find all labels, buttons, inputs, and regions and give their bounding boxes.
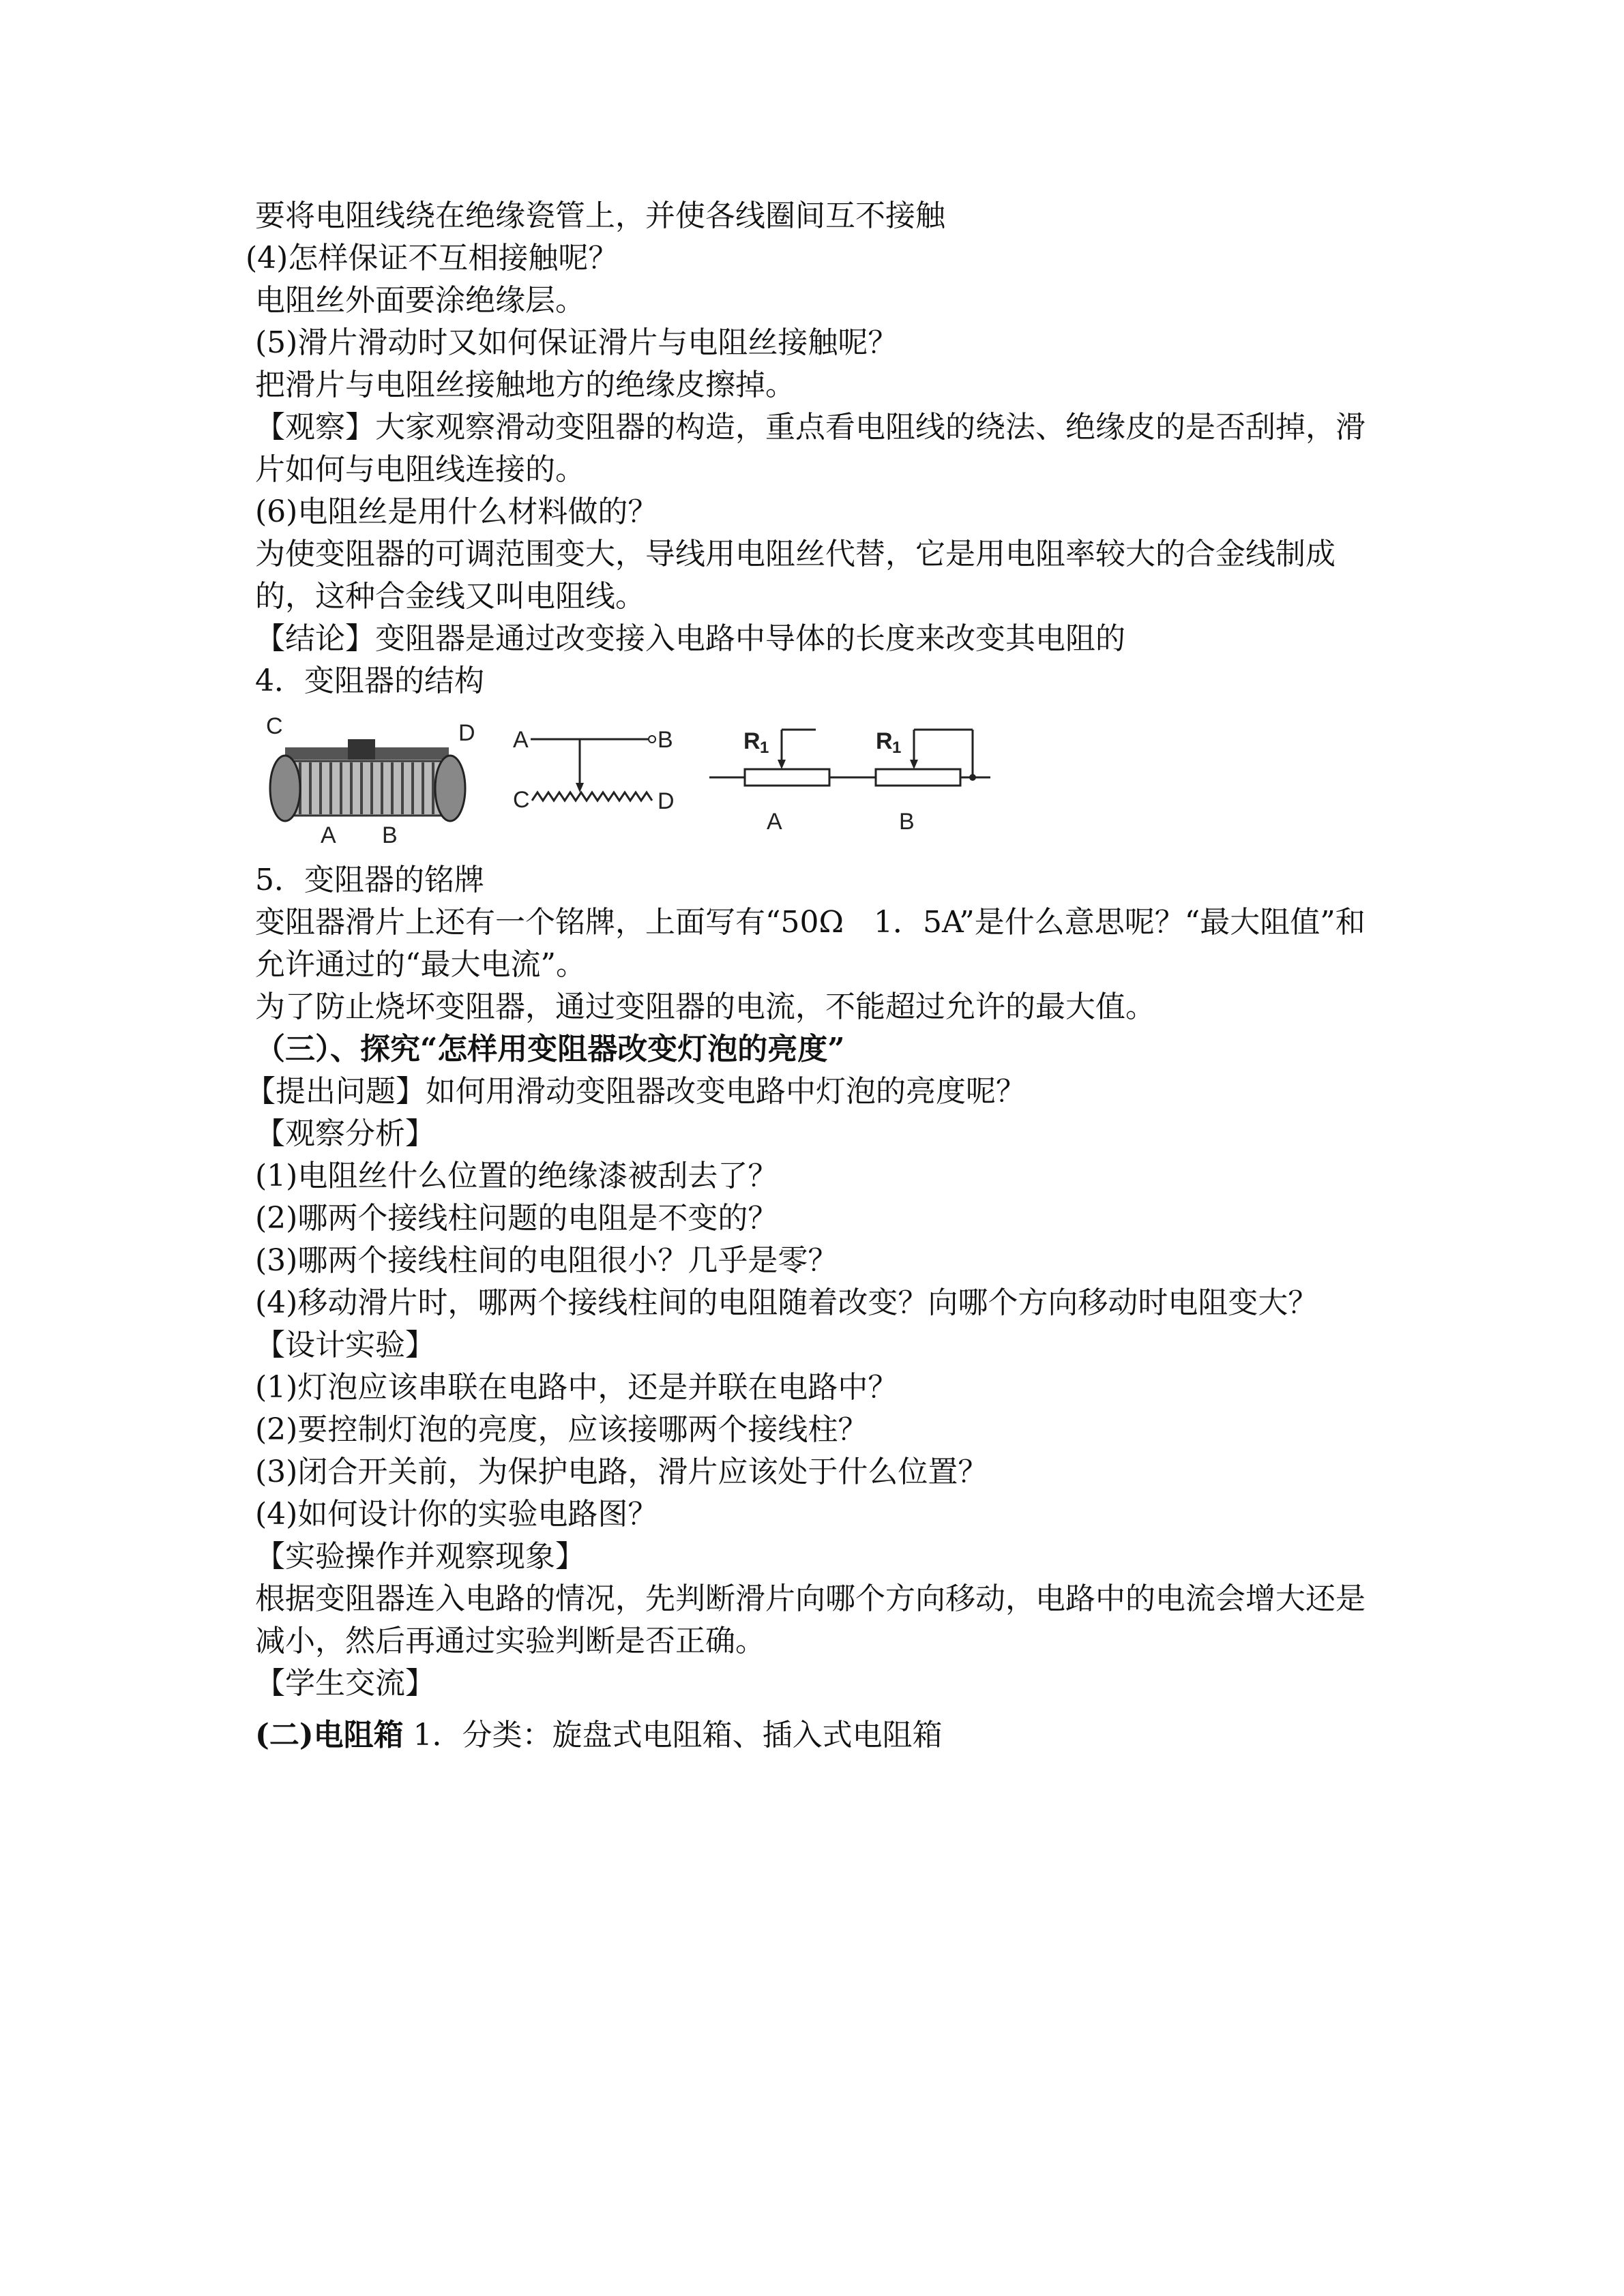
rheostat-symbol-a [709, 728, 859, 835]
text-line: 要将电阻线绕在绝缘瓷管上，并使各线圈间互不接触 [255, 198, 945, 233]
resistance-box-classification: 1．分类：旋盘式电阻箱、插入式电阻箱 [403, 1718, 943, 1753]
section-5-heading: 5．变阻器的铭牌 [255, 863, 484, 897]
rheostat-structure-figure [246, 706, 1378, 850]
analysis-item-3: (3)哪两个接线柱间的电阻很小？几乎是零？ [255, 1243, 838, 1278]
slider-block [348, 739, 375, 760]
resistance-box-line [246, 1714, 1378, 1757]
analysis-item-4: (4)移动滑片时，哪两个接线柱间的电阻随着改变？向哪个方向移动时电阻变大？ [255, 1285, 1318, 1320]
rheostat-photo [266, 713, 475, 848]
section-4-heading: 4．变阻器的结构 [255, 664, 484, 698]
photo-label-b: B [382, 822, 398, 848]
photo-label-c: C [266, 713, 283, 739]
symbol-a-r: R [743, 728, 761, 754]
observe-analysis-heading: 【观察分析】 [255, 1116, 435, 1151]
schematic-label-a: A [513, 727, 529, 753]
answer-6-paragraph: 为使变阻器的可调范围变大，导线用电阻丝代替，它是用电阻率较大的合金线制成的，这种合金线又叫电阻线。 [255, 537, 1335, 614]
conclusion-line: 【结论】变阻器是通过改变接入电路中导体的长度来改变其电阻的 [255, 621, 1125, 656]
analysis-item-1: (1)电阻丝什么位置的绝缘漆被刮去了？ [255, 1159, 778, 1193]
rheostat-figure-svg [246, 706, 1378, 850]
section-3-heading: （三）、探究“怎样用变阻器改变灯泡的亮度” [255, 1032, 845, 1067]
resistance-box-heading: (二)电阻箱 [255, 1718, 404, 1753]
analysis-item-2: (2)哪两个接线柱问题的电阻是不变的？ [255, 1201, 778, 1236]
symbol-a-caption: A [767, 809, 782, 835]
nameplate-note: 为了防止烧坏变阻器，通过变阻器的电流，不能超过允许的最大值。 [255, 989, 1155, 1024]
answer-4: 电阻丝外面要涂绝缘层。 [255, 283, 585, 318]
photo-label-d: D [458, 720, 475, 746]
question-4: (4)怎样保证不互相接触呢？ [246, 241, 619, 275]
document-body [246, 195, 1378, 1757]
design-experiment-heading: 【设计实验】 [255, 1328, 435, 1362]
design-item-2: (2)要控制灯泡的亮度，应该接哪两个接线柱？ [255, 1412, 868, 1447]
design-item-3: (3)闭合开关前，为保护电路，滑片应该处于什么位置？ [255, 1455, 988, 1489]
rheostat-symbol-b [839, 728, 990, 835]
symbol-b-sub: 1 [892, 739, 902, 757]
symbol-a-sub: 1 [760, 739, 769, 757]
design-item-4: (4)如何设计你的实验电路图？ [255, 1497, 658, 1532]
schematic-label-b: B [658, 727, 673, 753]
answer-5: 把滑片与电阻丝接触地方的绝缘皮擦掉。 [255, 368, 795, 402]
observation-paragraph: 【观察】大家观察滑动变阻器的构造，重点看电阻线的绕法、绝缘皮的是否刮掉，滑片如何与电阻线连接的。 [255, 410, 1365, 487]
design-item-1: (1)灯泡应该串联在电路中，还是并联在电路中？ [255, 1370, 898, 1405]
student-exchange-heading: 【学生交流】 [255, 1666, 435, 1701]
symbol-b-r: R [876, 728, 893, 754]
question-5: (5)滑片滑动时又如何保证滑片与电阻丝接触呢？ [255, 325, 898, 360]
question-line: 【提出问题】如何用滑动变阻器改变电路中灯泡的亮度呢？ [246, 1074, 1026, 1109]
schematic-label-c: C [513, 787, 530, 813]
coil-body [283, 761, 454, 816]
symbol-b-caption: B [899, 809, 915, 835]
operation-paragraph: 根据变阻器连入电路的情况，先判断滑片向哪个方向移动，电路中的电流会增大还是减小，然后再通过实验判断是否正确。 [255, 1581, 1365, 1658]
operation-heading: 【实验操作并观察现象】 [255, 1539, 585, 1574]
photo-label-a: A [321, 822, 336, 848]
nameplate-paragraph: 变阻器滑片上还有一个铭牌，上面写有“50Ω 1．5A”是什么意思呢？“最大阻值”和允许通过的“最大电流”。 [255, 905, 1365, 982]
rheostat-schematic [513, 727, 675, 814]
schematic-label-d: D [658, 788, 675, 814]
question-6: (6)电阻丝是用什么材料做的？ [255, 494, 658, 529]
